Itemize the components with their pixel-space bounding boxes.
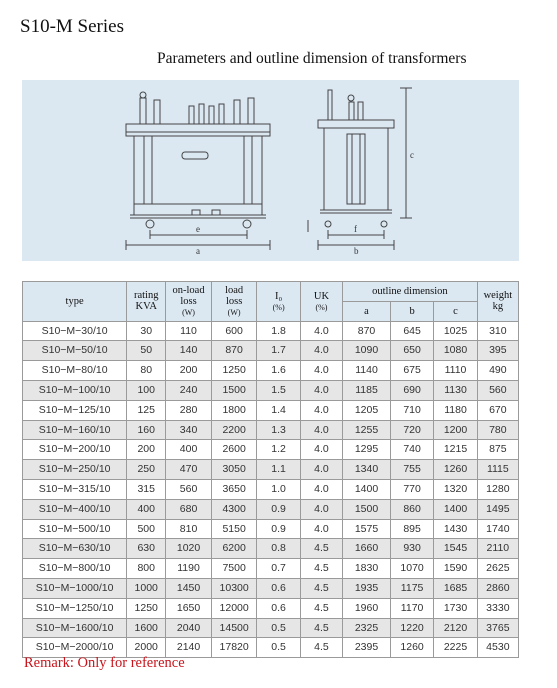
table-cell: 50 — [127, 341, 166, 361]
header-uk: UK (%) — [300, 282, 342, 322]
table-cell: 1260 — [434, 460, 477, 480]
table-cell: 1250 — [127, 598, 166, 618]
table-cell: 720 — [390, 420, 433, 440]
table-row — [23, 499, 519, 519]
subtitle: Parameters and outline dimension of transformers — [157, 50, 467, 67]
dim-label-f: f — [354, 224, 357, 234]
table-cell: 2600 — [211, 440, 257, 460]
table-cell: 1.3 — [257, 420, 300, 440]
table-row — [23, 321, 519, 341]
table-cell: 1190 — [166, 559, 212, 579]
table-cell: 400 — [166, 440, 212, 460]
table-cell: 4.5 — [300, 559, 342, 579]
table-cell: 4.0 — [300, 341, 342, 361]
table-row — [23, 361, 519, 381]
table-cell: 1180 — [434, 400, 477, 420]
table-cell: 3330 — [477, 598, 518, 618]
table-cell: 1400 — [434, 499, 477, 519]
table-cell: 4.5 — [300, 598, 342, 618]
table-cell: 1000 — [127, 578, 166, 598]
cell-type: S10−M−315/10 — [23, 479, 127, 499]
table-cell: 1400 — [343, 479, 391, 499]
transformer-outline-svg — [22, 80, 519, 261]
table-cell: 1730 — [434, 598, 477, 618]
table-cell: 740 — [390, 440, 433, 460]
table-cell: 1320 — [434, 479, 477, 499]
table-cell: 680 — [166, 499, 212, 519]
table-cell: 1.1 — [257, 460, 300, 480]
table-cell: 140 — [166, 341, 212, 361]
table-cell: 0.9 — [257, 519, 300, 539]
table-cell: 1340 — [343, 460, 391, 480]
table-cell: 1.5 — [257, 380, 300, 400]
table-row — [23, 598, 519, 618]
table-cell: 4530 — [477, 638, 518, 658]
table-cell: 1500 — [343, 499, 391, 519]
table-cell: 1.7 — [257, 341, 300, 361]
cell-type: S10−M−500/10 — [23, 519, 127, 539]
table-cell: 240 — [166, 380, 212, 400]
table-cell: 1260 — [390, 638, 433, 658]
table-cell: 6200 — [211, 539, 257, 559]
table-cell: 560 — [166, 479, 212, 499]
dim-label-a: a — [196, 246, 200, 256]
table-cell: 1685 — [434, 578, 477, 598]
table-cell: 1.2 — [257, 440, 300, 460]
table-row — [23, 460, 519, 480]
table-cell: 110 — [166, 321, 212, 341]
table-cell: 3650 — [211, 479, 257, 499]
side-view — [308, 88, 412, 250]
table-cell: 1115 — [477, 460, 518, 480]
table-cell: 4.0 — [300, 499, 342, 519]
table-cell: 4.0 — [300, 321, 342, 341]
table-cell: 200 — [127, 440, 166, 460]
table-cell: 7500 — [211, 559, 257, 579]
table-cell: 1070 — [390, 559, 433, 579]
cell-type: S10−M−1000/10 — [23, 578, 127, 598]
table-cell: 770 — [390, 479, 433, 499]
table-cell: 4.0 — [300, 400, 342, 420]
table-cell: 1110 — [434, 361, 477, 381]
table-cell: 1660 — [343, 539, 391, 559]
table-row — [23, 479, 519, 499]
table-cell: 310 — [477, 321, 518, 341]
table-cell: 810 — [166, 519, 212, 539]
table-cell: 0.5 — [257, 618, 300, 638]
table-cell: 4.0 — [300, 420, 342, 440]
table-row — [23, 341, 519, 361]
table-cell: 2860 — [477, 578, 518, 598]
table-cell: 780 — [477, 420, 518, 440]
table-cell: 1220 — [390, 618, 433, 638]
table-cell: 17820 — [211, 638, 257, 658]
header-rating: rating KVA — [127, 282, 166, 322]
table-cell: 690 — [390, 380, 433, 400]
table-cell: 1205 — [343, 400, 391, 420]
table-cell: 3765 — [477, 618, 518, 638]
table-cell: 860 — [390, 499, 433, 519]
table-cell: 3050 — [211, 460, 257, 480]
table-cell: 930 — [390, 539, 433, 559]
table-cell: 0.5 — [257, 638, 300, 658]
table-cell: 250 — [127, 460, 166, 480]
table-cell: 2040 — [166, 618, 212, 638]
table-cell: 100 — [127, 380, 166, 400]
cell-type: S10−M−50/10 — [23, 341, 127, 361]
dim-label-e: e — [196, 224, 200, 234]
table-cell: 1740 — [477, 519, 518, 539]
table-cell: 125 — [127, 400, 166, 420]
table-cell: 1080 — [434, 341, 477, 361]
table-cell: 395 — [477, 341, 518, 361]
table-cell: 10300 — [211, 578, 257, 598]
cell-type: S10−M−250/10 — [23, 460, 127, 480]
table-cell: 2325 — [343, 618, 391, 638]
table-cell: 2110 — [477, 539, 518, 559]
table-row — [23, 400, 519, 420]
table-cell: 1.4 — [257, 400, 300, 420]
table-cell: 315 — [127, 479, 166, 499]
table-cell: 875 — [477, 440, 518, 460]
table-cell: 470 — [166, 460, 212, 480]
table-cell: 1255 — [343, 420, 391, 440]
header-load-loss: load loss (W) — [211, 282, 257, 322]
cell-type: S10−M−100/10 — [23, 380, 127, 400]
cell-type: S10−M−2000/10 — [23, 638, 127, 658]
table-cell: 4.0 — [300, 440, 342, 460]
table-cell: 2200 — [211, 420, 257, 440]
header-onload-loss: on-load loss (W) — [166, 282, 212, 322]
table-cell: 710 — [390, 400, 433, 420]
table-cell: 4.5 — [300, 539, 342, 559]
cell-type: S10−M−1600/10 — [23, 618, 127, 638]
table-cell: 1090 — [343, 341, 391, 361]
table-cell: 645 — [390, 321, 433, 341]
table-cell: 4.0 — [300, 380, 342, 400]
table-cell: 1575 — [343, 519, 391, 539]
table-cell: 1830 — [343, 559, 391, 579]
table-cell: 4.0 — [300, 519, 342, 539]
table-header — [23, 282, 519, 322]
table-cell: 0.8 — [257, 539, 300, 559]
table-row — [23, 618, 519, 638]
table-cell: 1295 — [343, 440, 391, 460]
table-cell: 4.0 — [300, 479, 342, 499]
table-cell: 4300 — [211, 499, 257, 519]
cell-type: S10−M−125/10 — [23, 400, 127, 420]
table-cell: 675 — [390, 361, 433, 381]
table-cell: 1200 — [434, 420, 477, 440]
table-cell: 1450 — [166, 578, 212, 598]
table-cell: 1025 — [434, 321, 477, 341]
dim-label-b: b — [354, 246, 359, 256]
table-cell: 1130 — [434, 380, 477, 400]
table-cell: 1430 — [434, 519, 477, 539]
header-b: b — [390, 301, 433, 321]
transformer-outline-drawing — [22, 80, 519, 261]
table-cell: 1.8 — [257, 321, 300, 341]
table-cell: 80 — [127, 361, 166, 381]
table-cell: 670 — [477, 400, 518, 420]
table-cell: 160 — [127, 420, 166, 440]
table-row — [23, 440, 519, 460]
header-weight: weight kg — [477, 282, 518, 322]
table-cell: 1590 — [434, 559, 477, 579]
cell-type: S10−M−630/10 — [23, 539, 127, 559]
table-cell: 1495 — [477, 499, 518, 519]
table-cell: 870 — [343, 321, 391, 341]
table-cell: 1185 — [343, 380, 391, 400]
table-cell: 2625 — [477, 559, 518, 579]
cell-type: S10−M−30/10 — [23, 321, 127, 341]
table-cell: 1020 — [166, 539, 212, 559]
table-cell: 1650 — [166, 598, 212, 618]
table-row — [23, 578, 519, 598]
table-cell: 1170 — [390, 598, 433, 618]
hv-bushings — [140, 92, 254, 124]
table-cell: 600 — [211, 321, 257, 341]
table-cell: 650 — [390, 341, 433, 361]
table-cell: 1935 — [343, 578, 391, 598]
table-cell: 800 — [127, 559, 166, 579]
table-cell: 1215 — [434, 440, 477, 460]
cell-type: S10−M−200/10 — [23, 440, 127, 460]
cell-type: S10−M−80/10 — [23, 361, 127, 381]
table-cell: 0.9 — [257, 499, 300, 519]
table-cell: 4.0 — [300, 460, 342, 480]
table-cell: 30 — [127, 321, 166, 341]
dim-label-c: c — [410, 150, 414, 160]
table-cell: 1960 — [343, 598, 391, 618]
cell-type: S10−M−1250/10 — [23, 598, 127, 618]
table-cell: 1250 — [211, 361, 257, 381]
table-row — [23, 420, 519, 440]
header-c: c — [434, 301, 477, 321]
table-cell: 12000 — [211, 598, 257, 618]
table-body — [23, 321, 519, 658]
table-cell: 4.5 — [300, 638, 342, 658]
table-cell: 4.5 — [300, 578, 342, 598]
header-io: I₀ (%) — [257, 282, 300, 322]
cell-type: S10−M−800/10 — [23, 559, 127, 579]
table-cell: 200 — [166, 361, 212, 381]
table-cell: 895 — [390, 519, 433, 539]
table-cell: 1600 — [127, 618, 166, 638]
table-cell: 1500 — [211, 380, 257, 400]
table-cell: 400 — [127, 499, 166, 519]
parameters-table — [22, 281, 519, 658]
table-cell: 2140 — [166, 638, 212, 658]
cell-type: S10−M−160/10 — [23, 420, 127, 440]
table-cell: 500 — [127, 519, 166, 539]
table-cell: 1.6 — [257, 361, 300, 381]
table-cell: 14500 — [211, 618, 257, 638]
table-row — [23, 539, 519, 559]
table-cell: 280 — [166, 400, 212, 420]
table-cell: 0.6 — [257, 598, 300, 618]
table-cell: 2225 — [434, 638, 477, 658]
header-a: a — [343, 301, 391, 321]
table-row — [23, 519, 519, 539]
table-cell: 340 — [166, 420, 212, 440]
table-cell: 1545 — [434, 539, 477, 559]
series-title: S10-M Series — [20, 16, 124, 37]
table-cell: 630 — [127, 539, 166, 559]
table-row — [23, 380, 519, 400]
table-cell: 1140 — [343, 361, 391, 381]
table-cell: 2120 — [434, 618, 477, 638]
table-row — [23, 559, 519, 579]
table-cell: 5150 — [211, 519, 257, 539]
table-cell: 870 — [211, 341, 257, 361]
table-cell: 490 — [477, 361, 518, 381]
header-type: type — [23, 282, 127, 322]
cell-type: S10−M−400/10 — [23, 499, 127, 519]
table-cell: 1175 — [390, 578, 433, 598]
table-cell: 4.5 — [300, 618, 342, 638]
table-cell: 2395 — [343, 638, 391, 658]
table-cell: 0.6 — [257, 578, 300, 598]
table-cell: 1800 — [211, 400, 257, 420]
table-cell: 4.0 — [300, 361, 342, 381]
table-cell: 1.0 — [257, 479, 300, 499]
table-cell: 560 — [477, 380, 518, 400]
header-outline-dimension: outline dimension — [343, 282, 478, 302]
table-cell: 2000 — [127, 638, 166, 658]
remark-note: Remark: Only for reference — [24, 655, 185, 671]
table-cell: 0.7 — [257, 559, 300, 579]
table-cell: 1280 — [477, 479, 518, 499]
table-cell: 755 — [390, 460, 433, 480]
